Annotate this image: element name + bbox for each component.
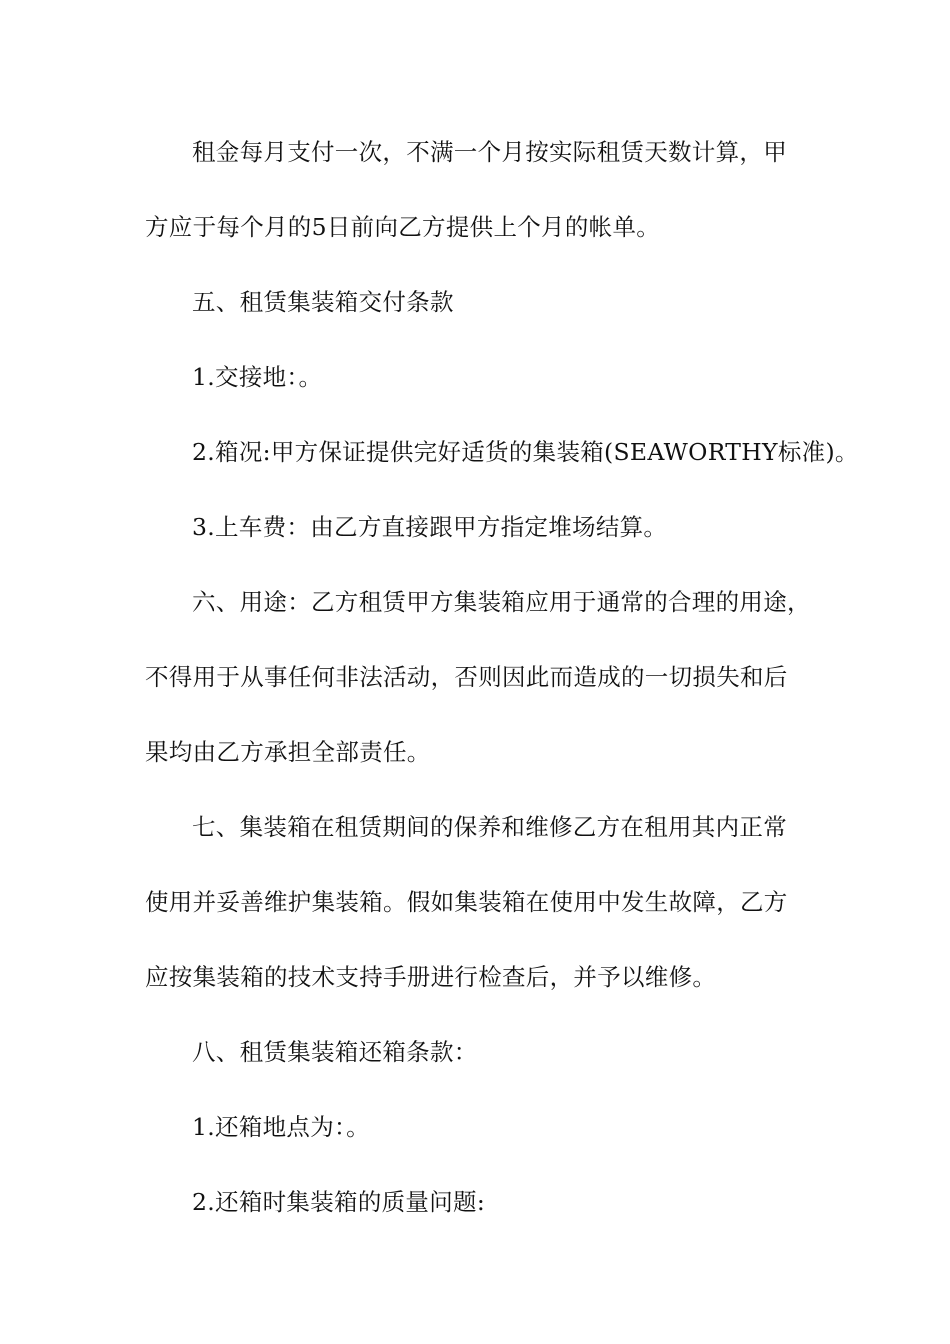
delivery-item-2: 2.箱况:甲方保证提供完好适货的集装箱(SEAWORTHY标准)。 [192,438,859,466]
section-usage-line-3: 果均由乙方承担全部责任。 [145,738,431,766]
section-heading-delivery: 五、租赁集装箱交付条款 [192,288,454,316]
delivery-item-3: 3.上车费：由乙方直接跟甲方指定堆场结算。 [192,513,668,541]
delivery-item-1: 1.交接地：。 [192,363,323,391]
return-item-2: 2.还箱时集装箱的质量问题: [192,1188,486,1216]
section-usage-line-1: 六、用途：乙方租赁甲方集装箱应用于通常的合理的用途， [192,588,811,616]
paragraph-rent-payment-line-1: 租金每月支付一次，不满一个月按实际租赁天数计算，甲 [192,138,787,166]
section-maintenance-line-3: 应按集装箱的技术支持手册进行检查后，并予以维修。 [145,963,717,991]
section-maintenance-line-1: 七、集装箱在租赁期间的保养和维修乙方在租用其内正常 [192,813,787,841]
section-maintenance-line-2: 使用并妥善维护集装箱。假如集装箱在使用中发生故障，乙方 [145,888,788,916]
section-heading-return: 八、租赁集装箱还箱条款： [192,1038,478,1066]
section-usage-line-2: 不得用于从事任何非法活动，否则因此而造成的一切损失和后 [145,663,788,691]
return-item-1: 1.还箱地点为：。 [192,1113,370,1141]
paragraph-rent-payment-line-2: 方应于每个月的5日前向乙方提供上个月的帐单。 [145,213,661,241]
